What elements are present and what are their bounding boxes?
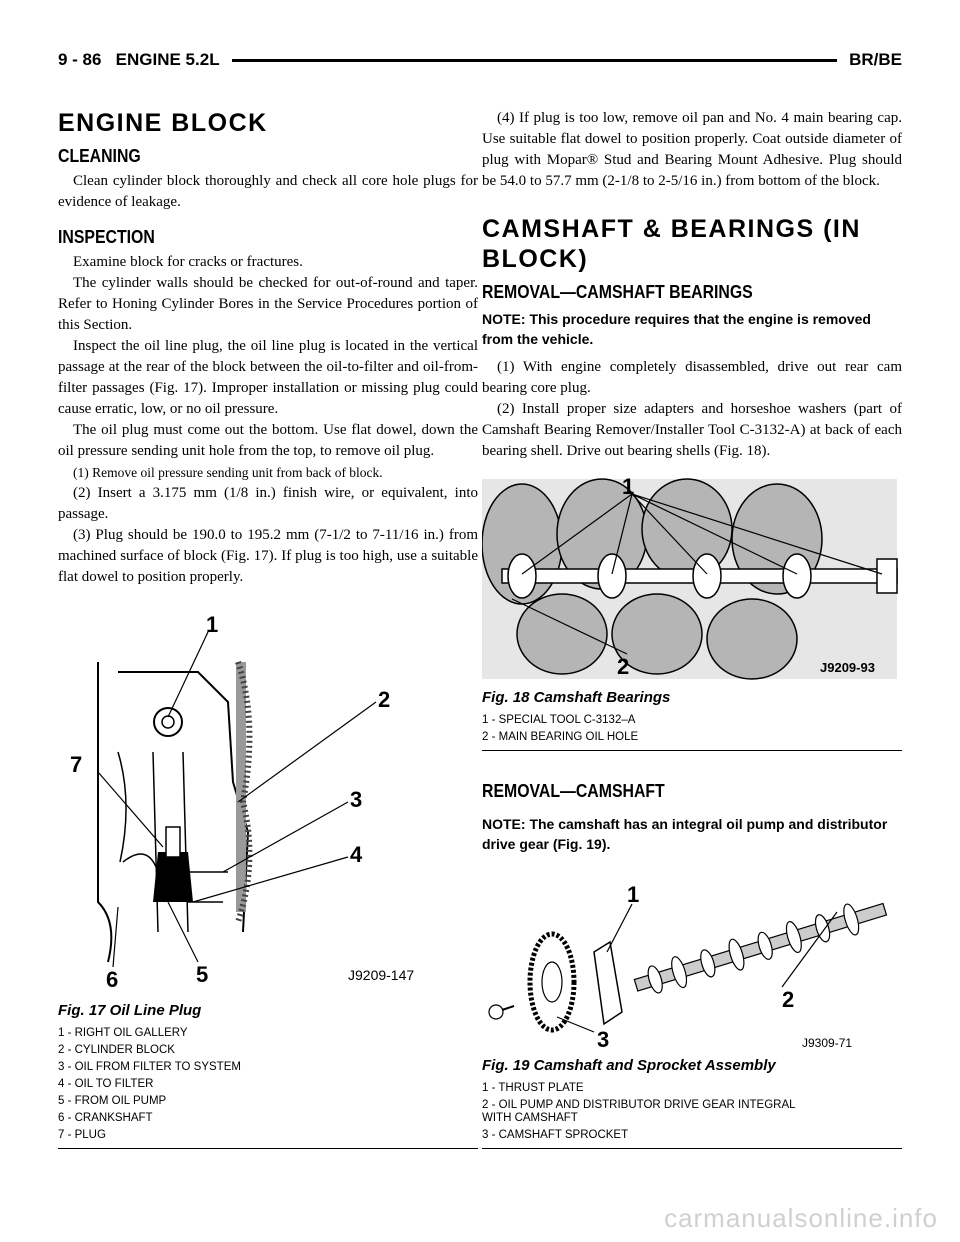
subheading-cleaning: CLEANING	[58, 146, 141, 166]
callout-2: 2	[782, 987, 795, 1012]
callout-6: 6	[106, 967, 119, 992]
note-engine-removed: NOTE: This procedure requires that the engine is removed from the vehicle.	[482, 311, 871, 347]
legend-item: 7 - PLUG	[58, 1129, 106, 1141]
right-column	[482, 108, 902, 1149]
subheading-removal-bearings: REMOVAL—CAMSHAFT BEARINGS	[482, 282, 753, 302]
legend-item: 2 - OIL PUMP AND DISTRIBUTOR DRIVE GEAR INTEGRAL WITH CAMSHAFT	[482, 1099, 796, 1124]
callout-7: 7	[70, 752, 83, 777]
figure-17	[58, 602, 478, 1149]
subheading-inspection: INSPECTION	[58, 227, 155, 247]
inspection-p4: The oil plug must come out the bottom. Use flat dowel, down the oil pressure sending unit hole from the top, to remove oil plug.	[58, 422, 478, 459]
callout-4: 4	[350, 842, 363, 867]
figure-17-caption: Fig. 17 Oil Line Plug	[58, 1002, 202, 1019]
legend-item: 1 - RIGHT OIL GALLERY	[58, 1027, 188, 1039]
legend-item: 2 - CYLINDER BLOCK	[58, 1044, 175, 1056]
page-header	[58, 48, 902, 72]
bearings-step2: (2) Install proper size adapters and horseshoe washers (part of Camshaft Bearing Remover/Installer Tool C-3132-A) at back of each bearing shell. Drive out bearing shells (Fig. 18).	[482, 401, 902, 459]
figure-19-legend	[482, 1080, 902, 1148]
legend-item: 2 - MAIN BEARING OIL HOLE	[482, 731, 639, 743]
callout-5: 5	[196, 962, 209, 987]
figure-code: J9209-147	[348, 967, 415, 983]
camshaft-sprocket-illustration	[482, 862, 902, 1052]
section-title: ENGINE 5.2L	[115, 50, 220, 69]
left-column	[58, 108, 478, 1149]
callout-3: 3	[597, 1027, 610, 1052]
inspection-step1: (1) Remove oil pressure sending unit from back of block.	[73, 465, 383, 480]
note-integral-gear: NOTE: The camshaft has an integral oil pump and distributor drive gear (Fig. 19).	[482, 816, 888, 852]
oil-line-plug-illustration	[58, 602, 478, 997]
inspection-p2: The cylinder walls should be checked for out-of-round and taper. Refer to Honing Cylinder Bores in the Service Procedures portion of this Section.	[58, 275, 478, 333]
inspection-p3: Inspect the oil line plug, the oil line plug is located in the vertical passage at the rear of the block between the oil-to-filter and oil-from-filter passages (Fig. 17). Improper installation or missing plug could cause erratic, low, or no oil pressure.	[58, 338, 478, 417]
callout-2: 2	[378, 687, 391, 712]
inspection-p1: Examine block for cracks or fractures.	[73, 254, 303, 270]
legend-item: 3 - OIL FROM FILTER TO SYSTEM	[58, 1061, 241, 1073]
figure-18-caption: Fig. 18 Camshaft Bearings	[482, 689, 671, 706]
figure-code: J9309-71	[802, 1036, 853, 1050]
legend-item: 1 - SPECIAL TOOL C-3132–A	[482, 714, 636, 726]
legend-item: 3 - CAMSHAFT SPROCKET	[482, 1129, 629, 1141]
inspection-step2: (2) Insert a 3.175 mm (1/8 in.) finish wire, or equivalent, into passage.	[58, 485, 478, 522]
subheading-removal-camshaft: REMOVAL—CAMSHAFT	[482, 781, 665, 801]
legend-item: 6 - CRANKSHAFT	[58, 1112, 153, 1124]
callout-1: 1	[206, 612, 219, 637]
model-code: BR/BE	[849, 50, 902, 69]
figure-19	[482, 862, 902, 1149]
legend-item: 1 - THRUST PLATE	[482, 1082, 584, 1094]
bearings-step1: (1) With engine completely disassembled, drive out rear cam bearing core plug.	[482, 359, 902, 396]
figure-17-legend	[58, 1025, 478, 1148]
callout-3: 3	[350, 787, 363, 812]
callout-1: 1	[622, 474, 635, 499]
figure-19-caption: Fig. 19 Camshaft and Sprocket Assembly	[482, 1057, 776, 1074]
cleaning-text: Clean cylinder block thoroughly and check all core hole plugs for evidence of leakage.	[58, 173, 478, 210]
page-number: 9 - 86 ENGINE 5.2L	[58, 50, 220, 69]
legend-item: 4 - OIL TO FILTER	[58, 1078, 154, 1090]
inspection-step3: (3) Plug should be 190.0 to 195.2 mm (7-1/2 to 7-11/16 in.) from machined surface of block (Fig. 17). If plug is too high, use a suitable flat dowel to position properly.	[58, 527, 478, 585]
callout-1: 1	[627, 882, 640, 907]
plug-low-text: (4) If plug is too low, remove oil pan and No. 4 main bearing cap. Use suitable flat dowel to position properly. Coat outside diameter of plug with Mopar® Stud and Bearing Mount Adhesive. Plug should be 54.0 to 57.7 mm (2-1/8 to 2-5/16 in.) from bottom of the block.	[482, 110, 902, 189]
header-rule	[232, 59, 838, 62]
figure-18-legend	[482, 712, 902, 750]
legend-item: 5 - FROM OIL PUMP	[58, 1095, 167, 1107]
section-heading-engine-block: ENGINE BLOCK	[58, 109, 268, 137]
callout-2: 2	[617, 654, 630, 679]
figure-code: J9209-93	[820, 660, 875, 675]
figure-18	[482, 474, 902, 751]
section-heading-camshaft: CAMSHAFT & BEARINGS (IN BLOCK)	[482, 215, 861, 273]
camshaft-bearings-illustration	[482, 474, 902, 684]
watermark: carmanualsonline.info	[664, 1203, 938, 1233]
